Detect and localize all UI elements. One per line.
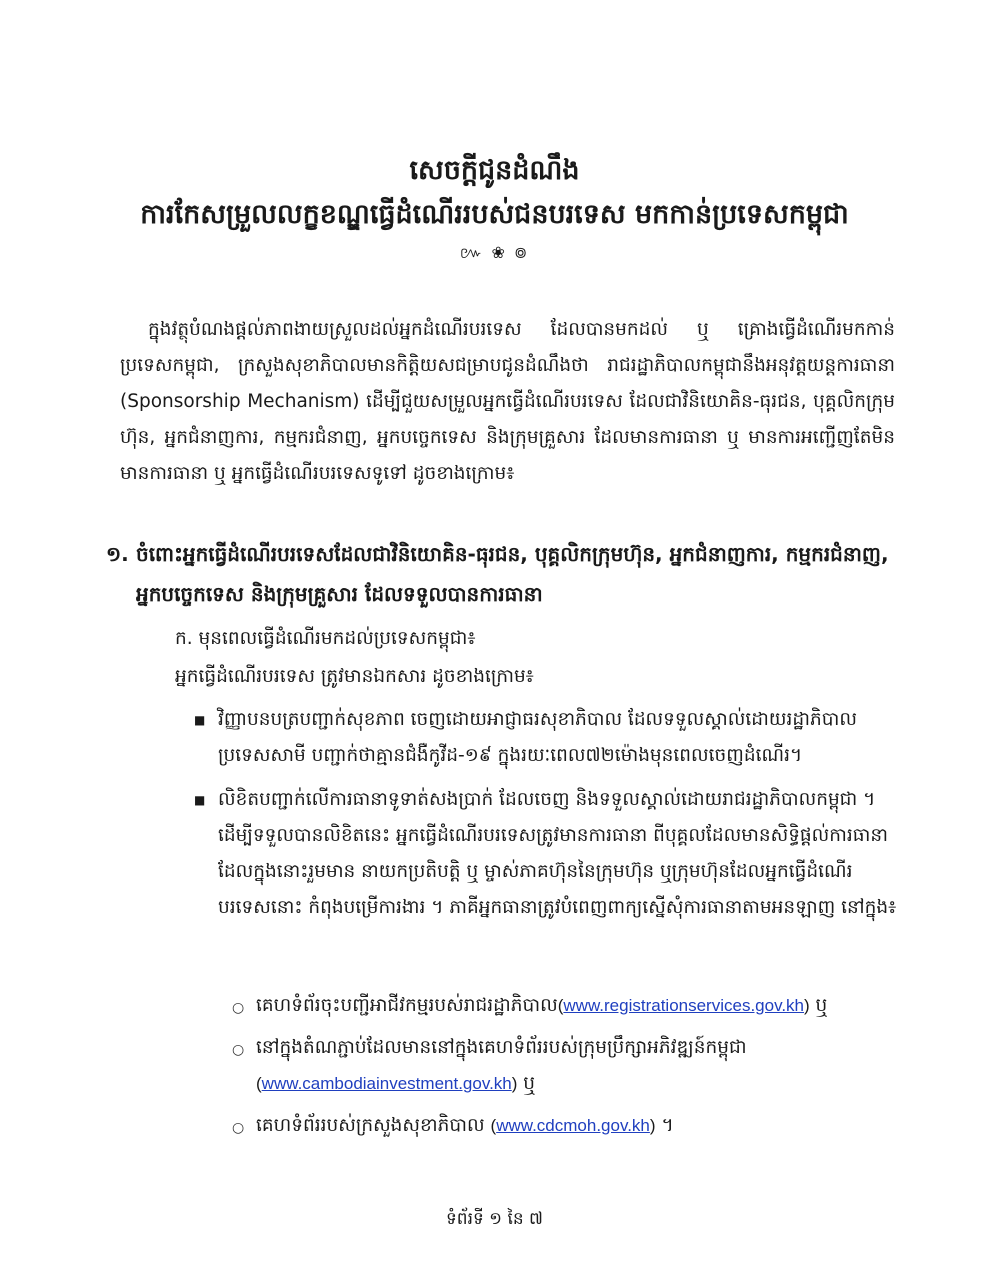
channel-description: នៅក្នុងតំណភ្ជាប់ដែលមាននៅក្នុងគេហទំព័ររបស់ក្រុមប្រឹក្សាអភិវឌ្ឍន៍កម្ពុជា (256, 1037, 747, 1058)
circle-bullet-icon: ○ (232, 1042, 245, 1058)
circle-bullet-icon: ○ (232, 1120, 245, 1136)
section-1-heading (106, 534, 906, 614)
cdc-moh-link[interactable]: www.cdcmoh.gov.kh (496, 1116, 650, 1135)
square-bullet-icon: ■ (194, 793, 206, 807)
list-item (194, 702, 900, 774)
subsection-a-intro: អ្នកធ្វើដំណើរបរទេស ត្រូវមានឯកសារ ដូចខាងក្រោម៖ (175, 666, 534, 687)
document-title: សេចក្ដីជូនដំណឹង (409, 155, 580, 186)
paren-close: ) (511, 1074, 518, 1093)
channel-suffix: ឬ (809, 995, 828, 1016)
section-1-heading-text: ចំពោះអ្នកធ្វើដំណើរបរទេសដែលជាវិនិយោគិន-ធុរជន, បុគ្គលិកក្រុមហ៊ុន, អ្នកជំនាញការ, កម្មករជំនាញ, អ្នកបច្ចេកទេស និងក្រុមគ្រួសារ ដែលទទួលបានការធានា (136, 542, 889, 606)
channel-suffix: ។ (655, 1115, 674, 1136)
list-item (194, 782, 900, 926)
paren-open: ( (490, 1116, 497, 1135)
paren-close: ) (804, 996, 810, 1015)
application-channels-list (232, 988, 892, 1144)
circle-bullet-icon: ○ (232, 1000, 245, 1016)
square-bullet-icon: ■ (194, 713, 206, 727)
section-1-number: ១. (106, 542, 129, 566)
cambodia-investment-link[interactable]: www.cambodiainvestment.gov.kh (261, 1074, 512, 1093)
paren-open: ( (256, 1074, 262, 1093)
registration-services-link[interactable]: www.registrationservices.gov.kh (563, 996, 804, 1015)
subsection-a-heading: ក. មុនពេលធ្វើដំណើរមកដល់ប្រទេសកម្ពុជា៖ (175, 628, 476, 649)
channel-suffix: ឬ (517, 1073, 536, 1094)
requirements-list (194, 702, 900, 926)
list-item (232, 1108, 892, 1144)
paren-close: ) (649, 1116, 656, 1135)
list-item (232, 1030, 892, 1102)
list-item (232, 988, 892, 1024)
channel-description: គេហទំព័រចុះបញ្ជីអាជីវកម្មរបស់រាជរដ្ឋាភិបាល (256, 995, 558, 1016)
page-number: ទំព័រទី ១ នៃ ៧ (446, 1209, 543, 1229)
list-item-text: វិញ្ញាបនបត្របញ្ជាក់សុខភាព ចេញដោយអាជ្ញាធរសុខាភិបាល ដែលទទួលស្គាល់ដោយរដ្ឋាភិបាលប្រទេសសាមី បញ្ជាក់ថាគ្មានជំងឺកូវីដ-១៩ ក្នុងរយៈពេល៧២ម៉ោងមុនពេលចេញដំណើរ។ (218, 709, 857, 766)
intro-paragraph: ក្នុងវត្ថុបំណងផ្ដល់ភាពងាយស្រួលដល់អ្នកដំណើរបរទេស ដែលបានមកដល់ ឬ គ្រោងធ្វើដំណើរមកកាន់ប្រទេសកម្ពុជា, ក្រសួងសុខាភិបាលមានកិត្តិយសជម្រាបជូនដំណឹងថា រាជរដ្ឋាភិបាលកម្ពុជានឹងអនុវត្តយន្តការធានា (Sponsorship Mechanism) ដើម្បីជួយសម្រួលអ្នកធ្វើដំណើរបរទេស ដែលជាវិនិយោគិន-ធុរជន, បុគ្គលិកក្រុមហ៊ុន, អ្នកជំនាញការ, កម្មករជំនាញ, អ្នកបច្ចេកទេស និងក្រុមគ្រួសារ ដែលមានការធានា ឬ មានការអញ្ជើញតែមិនមានការធានា ឬ អ្នកធ្វើដំណើរបរទេសទូទៅ ដូចខាងក្រោម៖ (120, 319, 895, 484)
title-block (0, 150, 989, 266)
channel-description: គេហទំព័ររបស់ក្រសួងសុខាភិបាល (256, 1115, 491, 1136)
document-subtitle: ការកែសម្រួលលក្ខខណ្ឌធ្វើដំណើររបស់ជនបរទេស មកកាន់ប្រទេសកម្ពុជា (140, 199, 849, 230)
paren-open: ( (557, 996, 564, 1015)
ornament-divider: ៚ ❀ ៙ (459, 243, 530, 262)
list-item-text: លិខិតបញ្ជាក់លើការធានាទូទាត់សងប្រាក់ ដែលចេញ និងទទួលស្គាល់ដោយរាជរដ្ឋាភិបាលកម្ពុជា ។ ដើម្បីទទួលបានលិខិតនេះ អ្នកធ្វើដំណើរបរទេសត្រូវមានការធានា ពីបុគ្គលដែលមានសិទ្ធិផ្ដល់ការធានា ដែលក្នុងនោះរួមមាន នាយកប្រតិបត្តិ ឬ ម្ចាស់ភាគហ៊ុននៃក្រុមហ៊ុន ឬក្រុមហ៊ុនដែលអ្នកធ្វើដំណើរបរទេសនោះ កំពុងបម្រើការងារ ។ ភាគីអ្នកធានាត្រូវបំពេញពាក្យស្នើសុំការធានាតាមអនឡាញ នៅក្នុង៖ (218, 789, 897, 918)
